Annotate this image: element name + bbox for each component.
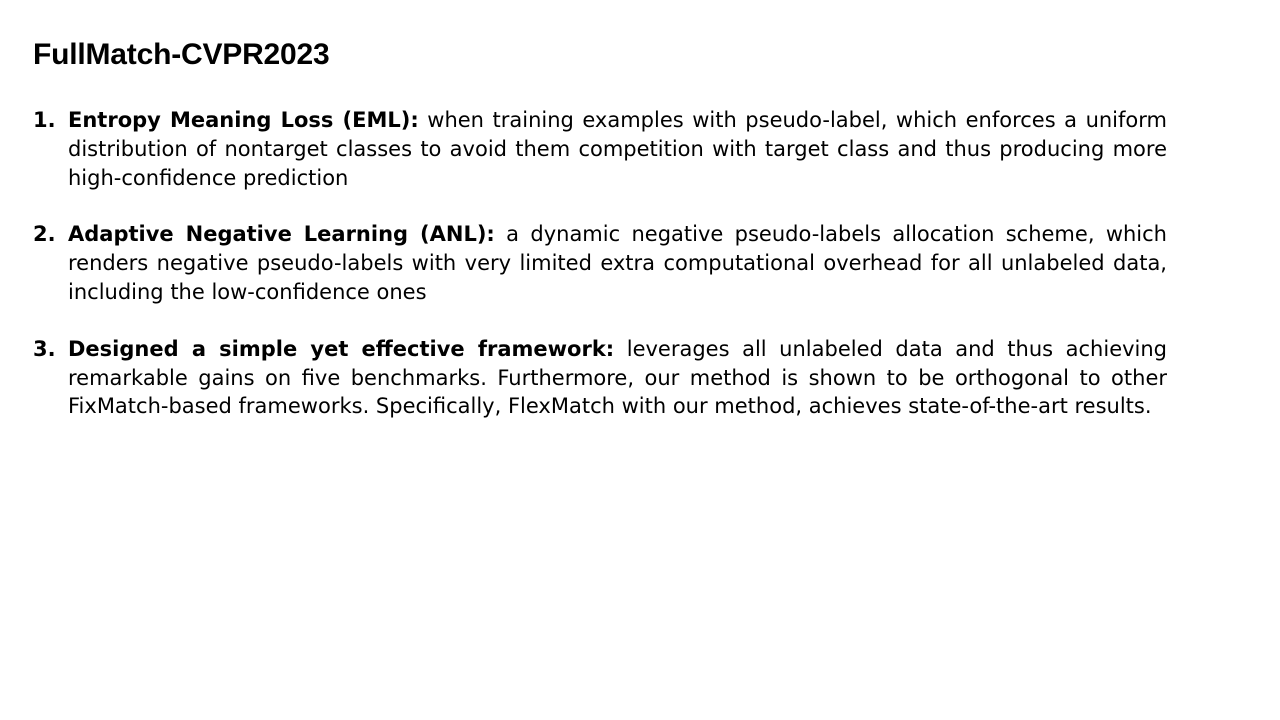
item-term: Adaptive Negative Learning (ANL):: [68, 222, 495, 247]
item-number: 2.: [33, 222, 56, 247]
item-text: leverages all unlabeled data and thus achieving remarkable gains on five benchmarks. Furthermore, our method is shown to be orthogonal to other FixMatch-based frameworks. Specifically, FlexMatch with our method, achieves state-of-the-art results.: [68, 336, 1168, 419]
item-text: a dynamic negative pseudo-labels allocation scheme, which renders negative pseudo-labels with very limited extra computational overhead for all unlabeled data, including the low-confidence ones: [68, 222, 1167, 304]
list-item: [33, 106, 1167, 192]
item-term: Designed a simple yet effective framework:: [68, 336, 615, 361]
item-number: 1.: [33, 108, 56, 132]
item-text: when training examples with pseudo-label, which enforces a uniform distribution of nontarget classes to avoid them competition with target class and thus producing more high-confidence prediction: [68, 108, 1167, 190]
item-term: Entropy Meaning Loss (EML):: [68, 108, 419, 132]
list-item: [33, 220, 1167, 306]
list-item: [33, 335, 1167, 421]
contribution-list: [33, 106, 1167, 449]
item-number: 3.: [33, 336, 56, 361]
slide-title: FullMatch-CVPR2023: [33, 38, 330, 71]
